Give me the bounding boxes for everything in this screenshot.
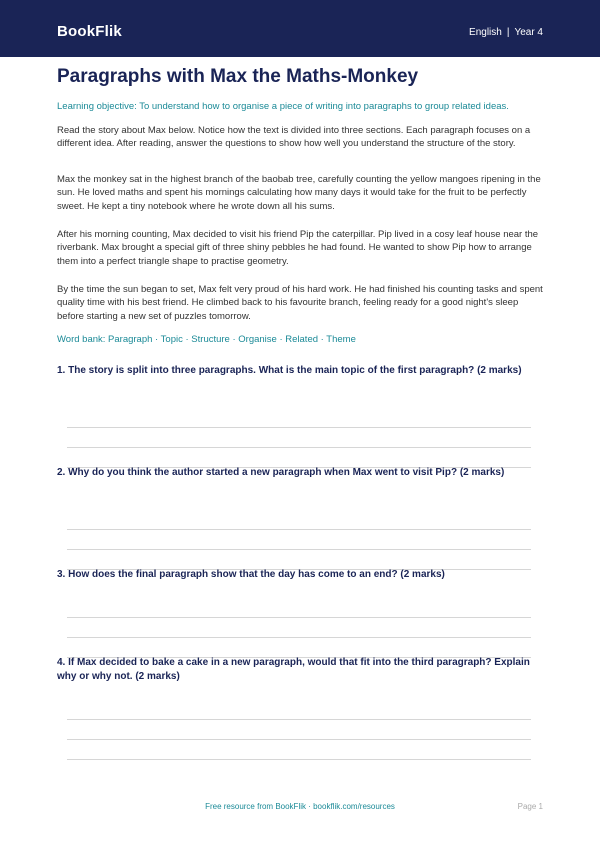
story-paragraph-2: After his morning counting, Max decided to visit his friend Pip the caterpillar. Pip lived in a cosy leaf house near the riverbank. Max brought a special gift of three shiny pebbles he had found. He wanted to show Pip how to arrange them into a perfect triangle shape to practise geometry. [57, 229, 539, 267]
header-meta [469, 27, 543, 38]
answer-line[interactable] [67, 759, 531, 760]
answer-line[interactable] [67, 617, 531, 618]
footer-credit: Free resource from BookFlik · bookflik.com/resources [205, 802, 395, 811]
story-paragraph-1: Max the monkey sat in the highest branch of the baobab tree, carefully counting the yellow mangoes ripening in the sun. He loved maths and spent his mornings calculating how many days it would take for the fruit to be perfectly sweet. He kept a tiny notebook where he wrote down all his sums. [57, 174, 541, 212]
intro-paragraph: Read the story about Max below. Notice how the text is divided into three sections. Each paragraph focuses on a different idea. After reading, answer the questions to show how well you understand the structure of the story. [57, 125, 531, 150]
page-header [0, 0, 600, 57]
word-bank: Word bank: Paragraph · Topic · Structure · Organise · Related · Theme [57, 334, 356, 345]
question-4: 4. If Max decided to bake a cake in a new paragraph, would that fit into the third paragraph? Explain why or why not. (2 marks) [57, 657, 530, 682]
answer-line[interactable] [67, 719, 531, 720]
answer-line[interactable] [67, 739, 531, 740]
year-label: Year 4 [514, 27, 543, 38]
brand-logo: BookFlik [57, 23, 122, 40]
answer-line[interactable] [67, 549, 531, 550]
page-number: Page 1 [517, 802, 543, 811]
learning-objective: Learning objective: To understand how to organise a piece of writing into paragraphs to group related ideas. [57, 101, 509, 112]
answer-line[interactable] [67, 529, 531, 530]
answer-line[interactable] [67, 447, 531, 448]
question-1: 1. The story is split into three paragraphs. What is the main topic of the first paragraph? (2 marks) [57, 365, 522, 376]
story-paragraph-3: By the time the sun began to set, Max felt very proud of his hard work. He had finished his counting tasks and spent quality time with his best friend. He climbed back to his favourite branch, feeling ready for a good night's sleep before starting a new set of puzzles tomorrow. [57, 284, 543, 322]
header-separator: | [506, 27, 510, 38]
answer-line[interactable] [67, 637, 531, 638]
page-title: Paragraphs with Max the Maths-Monkey [57, 66, 419, 87]
question-2: 2. Why do you think the author started a new paragraph when Max went to visit Pip? (2 marks) [57, 467, 505, 478]
answer-line[interactable] [67, 427, 531, 428]
subject-label: English [469, 27, 502, 38]
question-3: 3. How does the final paragraph show that the day has come to an end? (2 marks) [57, 569, 445, 580]
